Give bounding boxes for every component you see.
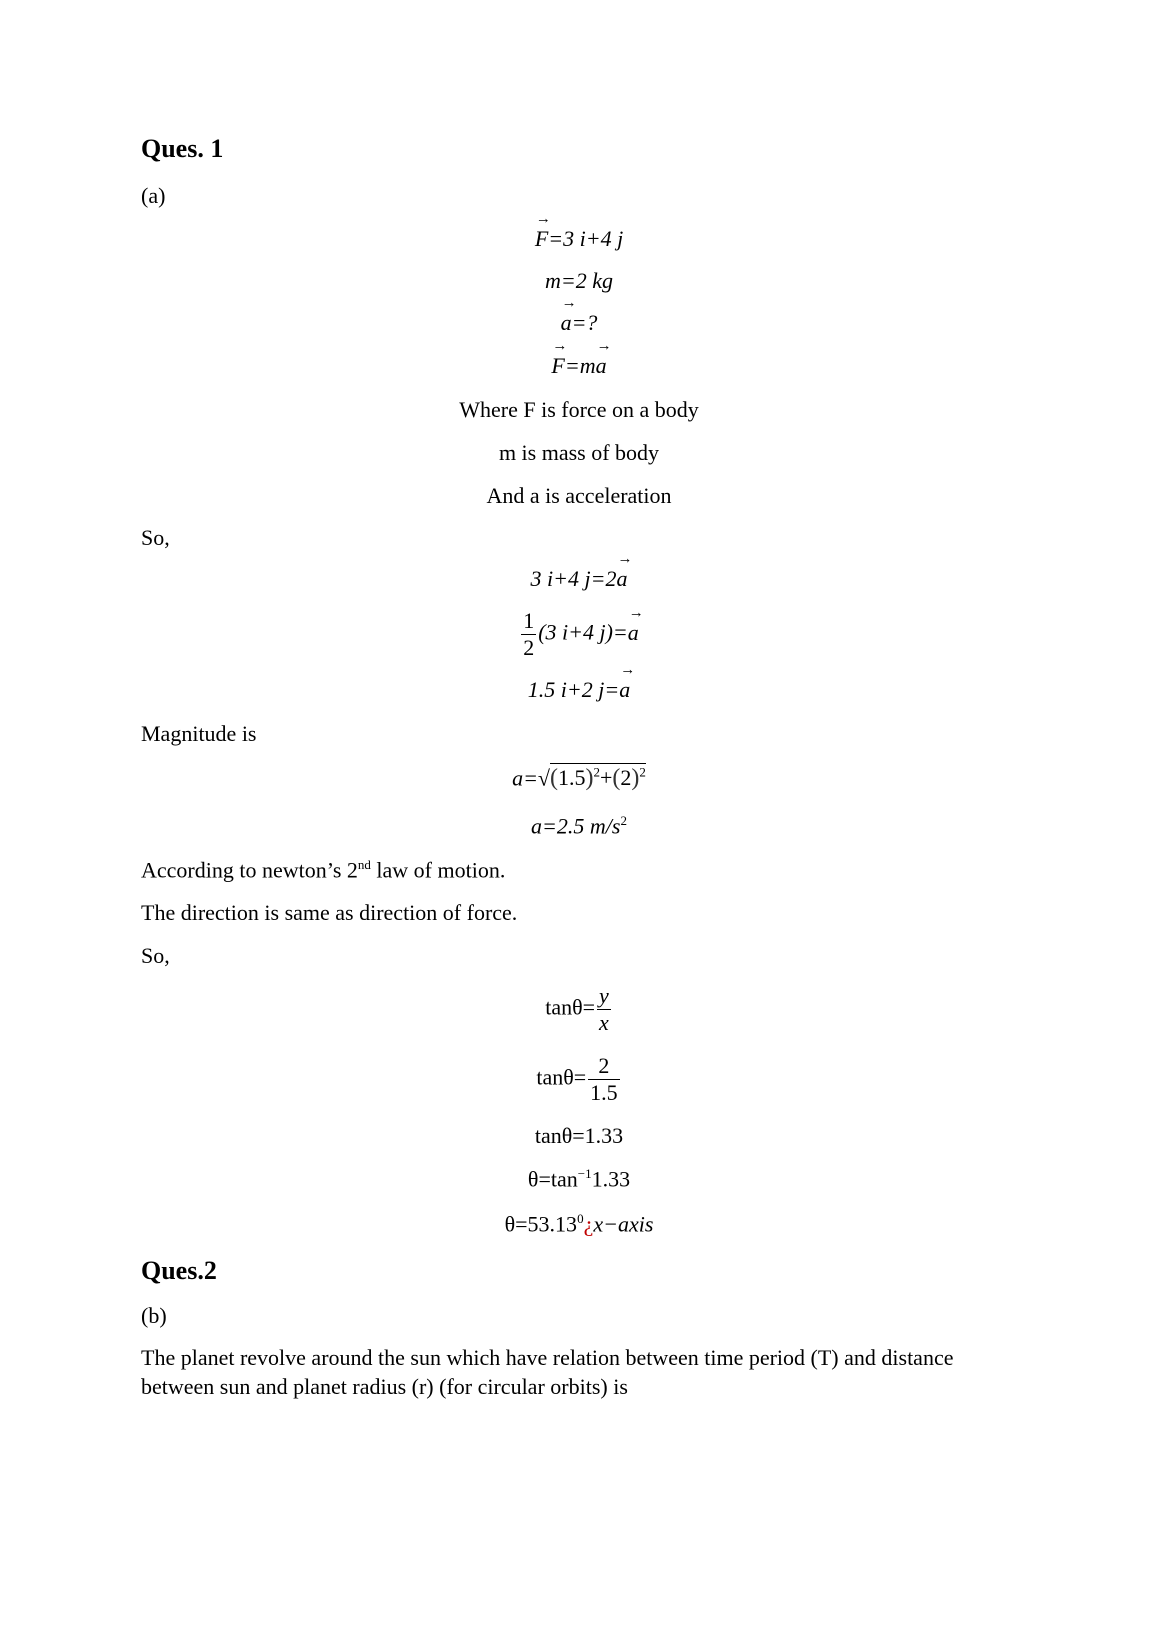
fraction-y: y: [599, 983, 609, 1008]
mass-value: =2 kg: [560, 268, 613, 293]
equation-force: [0, 226, 1158, 252]
question-1-title: Ques. 1: [141, 134, 224, 163]
so-label-1: So,: [141, 525, 170, 550]
magnitude-lhs: a=: [512, 765, 538, 791]
direction-text: The direction is same as direction of force.: [141, 900, 518, 925]
root-exponent-2: 2: [639, 765, 646, 780]
step-3-lhs: 1.5 i+2 j=: [527, 677, 620, 702]
newton-text-superscript: nd: [357, 857, 371, 872]
square-root-icon: √: [537, 765, 550, 791]
question-2-title: Ques.2: [141, 1256, 217, 1285]
equation-step-2: [0, 608, 1158, 661]
angle-degree-exponent: 0: [577, 1211, 584, 1226]
root-base-2: 2: [620, 765, 632, 791]
explain-mass: m is mass of body: [498, 440, 660, 465]
magnitude-result-exponent: 2: [620, 813, 627, 828]
question-2-paragraph: The planet revolve around the sun which have relation between time period (T) and distance between sun and planet radius (r) (for circular orbits) is: [141, 1345, 954, 1399]
acceleration-value: =?: [571, 310, 598, 335]
magnitude-result: a=2.5 m/s: [531, 813, 621, 839]
root-exponent-1: 2: [593, 765, 600, 780]
explain-force: Where F is force on a body: [459, 397, 699, 422]
newton-text-part-2: law of motion.: [370, 857, 506, 883]
explain-acceleration: And a is acceleration: [486, 483, 672, 508]
equation-tan-values: [0, 1053, 1158, 1106]
fraction-two: 2: [588, 1053, 620, 1080]
equation-magnitude: [0, 765, 1158, 792]
tan-ratio-lhs: tanθ=: [545, 994, 596, 1020]
step-1-acceleration: → a: [616, 566, 627, 592]
acceleration-vector-symbol: → a: [561, 310, 572, 336]
inverse-tan-rhs: 1.33: [591, 1166, 631, 1192]
equation-step-3: [0, 677, 1158, 703]
mass-symbol: m: [544, 268, 561, 293]
step-2-body: (3 i+4 j)=: [538, 619, 628, 645]
root-base-1: 1.5: [558, 765, 586, 791]
angle-result-axis: x−axis: [593, 1211, 654, 1237]
equation-magnitude-result: [0, 813, 1158, 839]
angle-result-lhs: θ=53.13: [504, 1211, 578, 1237]
newton-text-part-1: According to newton’s 2: [141, 857, 358, 883]
equation-newton-law: [0, 353, 1158, 379]
equation-acceleration-unknown: [0, 310, 1158, 336]
magnitude-label: Magnitude is: [141, 721, 257, 746]
equation-tan-result: tanθ=1.33: [534, 1123, 624, 1148]
inverse-tan-exponent: −1: [577, 1166, 592, 1181]
law-acceleration-symbol: → a: [596, 353, 607, 379]
fraction-2-over-1.5: [588, 1053, 620, 1106]
root-argument: $(1.5)^2+(2)^2$: [550, 765, 646, 792]
fraction-y-over-x: [597, 983, 611, 1036]
fraction-numerator: 1: [523, 608, 535, 633]
so-label-2: So,: [141, 943, 170, 968]
question-2-part: (b): [141, 1303, 167, 1328]
equation-step-1: [0, 566, 1158, 592]
equation-mass: [0, 268, 1158, 294]
fraction-denominator: 2: [523, 635, 535, 660]
tan-values-lhs: tanθ=: [536, 1064, 587, 1090]
law-force-symbol: → F: [551, 353, 564, 379]
step-2-acceleration: → a: [628, 620, 639, 646]
newton-law-text: [141, 857, 505, 883]
equation-inverse-tan: [0, 1166, 1158, 1192]
fraction-half: [521, 608, 536, 661]
unknown-character-mark: ¿: [583, 1211, 594, 1237]
step-1-lhs: 3 i+4 j=2: [530, 566, 617, 591]
force-vector-symbol: → F: [535, 226, 548, 252]
equation-tan-ratio: [0, 983, 1158, 1036]
inverse-tan-lhs: θ=tan: [527, 1166, 578, 1192]
root-plus: +: [600, 765, 613, 791]
fraction-one-point-five: 1.5: [590, 1080, 618, 1105]
equation-angle-result: [0, 1211, 1158, 1237]
step-3-acceleration: → a: [619, 677, 630, 703]
force-value: =3 i+4 j: [548, 226, 624, 251]
fraction-x: x: [599, 1010, 609, 1035]
question-1-part: (a): [141, 183, 166, 208]
law-mass-symbol: =m: [564, 353, 596, 378]
